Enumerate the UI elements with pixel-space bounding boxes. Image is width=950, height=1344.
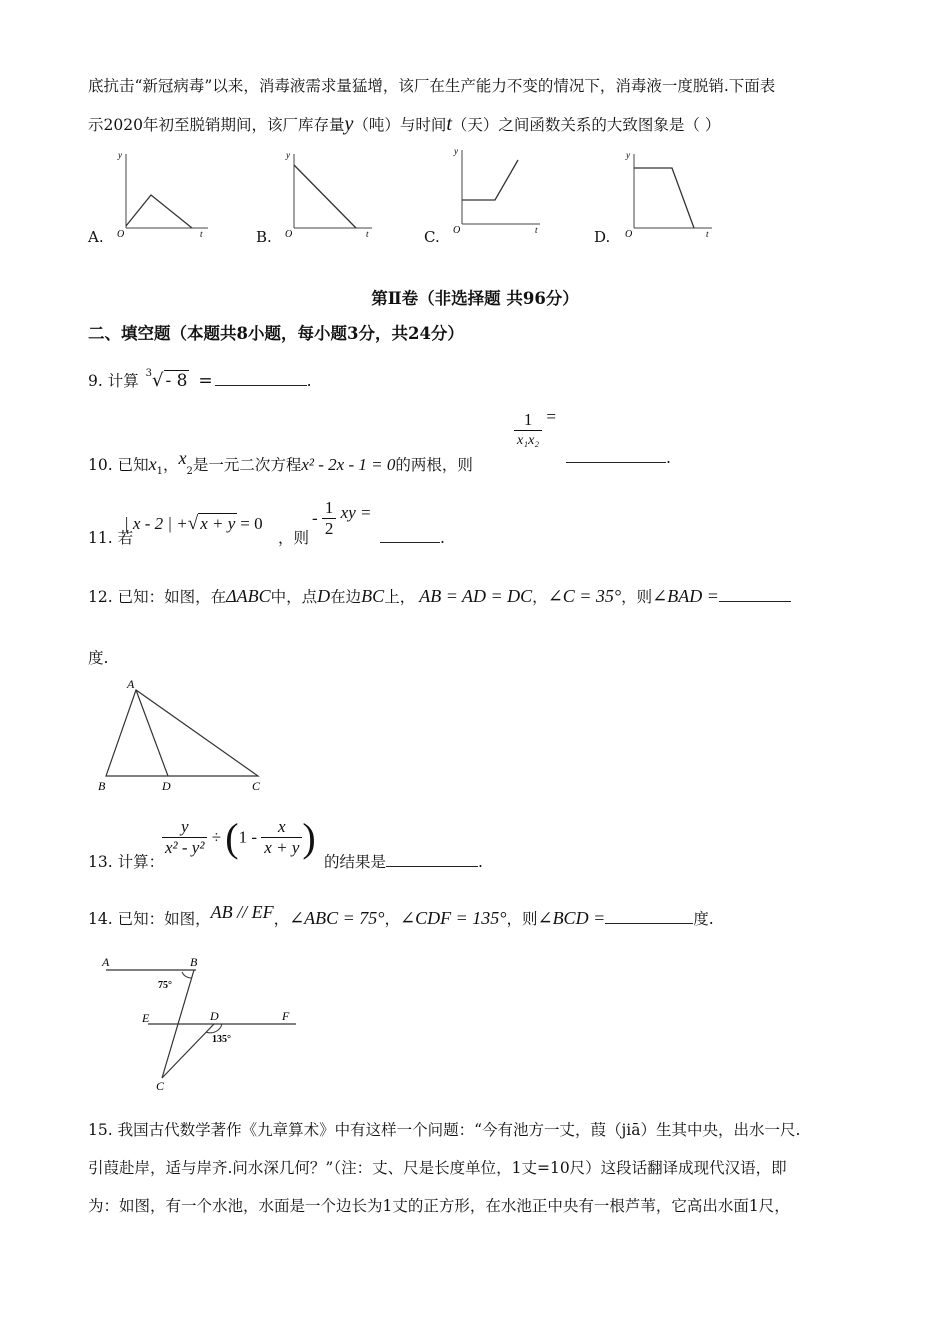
q15-line1: 15. 我国古代数学著作《九章算术》中有这样一个问题：“今有池方一丈，葭（jiā）生其中央，出水一尺. (88, 1121, 801, 1139)
label-f: F (282, 1009, 290, 1023)
label-e: E (142, 1011, 150, 1025)
graph-c-t-label: t (535, 225, 538, 235)
q14-answer-blank[interactable] (605, 922, 693, 924)
q12-triangle-figure (94, 676, 274, 796)
q13: 13. 计算： (88, 853, 165, 871)
q11-mid: ，则 (278, 529, 310, 547)
graph-b-origin: O (285, 229, 293, 240)
q10: 10. 已知$x_1$，$x_2$是一元二次方程x² - 2x - 1 = 0的两根，则 (88, 448, 473, 478)
graph-a-origin: O (117, 229, 125, 240)
q13-after: 的结果是 . (324, 853, 483, 871)
label-b: B (190, 955, 198, 969)
q11: 11. 若 (88, 529, 134, 547)
q8-line2: 示2020年初至脱销期间，该厂库存量y（吨）与时间t（天）之间函数关系的大致图象是（ ） (88, 113, 721, 135)
q9: 9. 计算 $^3$√ - 8 = . (88, 368, 312, 391)
option-b-label: B. (256, 228, 272, 246)
graph-d-y-label: y (626, 150, 630, 160)
q11-expression: - $\frac{1}{2}$ xy = (312, 498, 372, 538)
q10-equation: x² - 2x - 1 = 0 (301, 455, 396, 474)
graph-b-t-label: t (366, 229, 369, 239)
angle-135-label: 135° (212, 1034, 231, 1045)
q15-line3: 为：如图，有一个水池，水面是一个边长为1丈的正方形，在水池正中央有一根芦苇，它高出水面1尺， (88, 1197, 790, 1215)
q14: 14. 已知：如图，AB // EF，∠ABC = 75°，∠CDF = 135°，则∠BCD = 度. (88, 902, 714, 928)
q11-blank-line: . (380, 526, 445, 550)
label-a: A (127, 677, 135, 691)
graph-d-origin: O (625, 229, 633, 240)
label-a: A (102, 955, 110, 969)
graph-b-y-label: y (286, 150, 290, 160)
graph-a (117, 150, 208, 240)
section2-title: 二、填空题（本题共8小题，每小题3分，共24分） (88, 324, 464, 343)
option-c-label: C. (424, 228, 440, 246)
graph-d-t-label: t (706, 229, 709, 239)
q13-expression: $\frac{y}{\text{x² - y²}}$ ÷ (1 - $\frac{x}{x + y}$ ) (162, 814, 316, 861)
label-c: C (252, 779, 261, 793)
graph-b (285, 150, 372, 240)
label-d: D (210, 1009, 219, 1023)
q12-answer-blank[interactable] (719, 600, 791, 602)
q15-line2: 引葭赴岸，适与岸齐.问水深几何？”（注：丈、尺是长度单位，1丈=10尺）这段话翻译成现代汉语，即 (88, 1159, 787, 1177)
q10-fraction: $\frac{1}{\text{x₁x₂}}$ = (514, 410, 556, 451)
q13-answer-blank[interactable] (386, 865, 478, 867)
q14-parallel-figure (96, 950, 306, 1096)
q11-answer-blank[interactable] (380, 541, 440, 543)
q12: 12. 已知：如图，在ΔABC中，点D在边BC上， AB = AD = DC，∠C = 35°，则∠BAD = (88, 584, 791, 609)
sqrt-symbol: √ (152, 370, 164, 391)
graph-c-origin: O (453, 225, 461, 236)
q12-line2: 度. (88, 649, 109, 667)
q11-condition: | x - 2 | +√ x + y = 0 (124, 513, 263, 534)
graph-c-y-label: y (454, 146, 458, 156)
option-a-label: A. (88, 228, 104, 246)
graph-d (625, 150, 712, 240)
angle-75-label: 75° (158, 980, 172, 991)
option-d-label: D. (594, 228, 611, 246)
graph-a-y-label: y (118, 150, 122, 160)
q10-blank-line: . (566, 446, 671, 470)
label-c: C (156, 1079, 165, 1093)
q8-line1: 底抗击“新冠病毒”以来，消毒液需求量猛增，该厂在生产能力不变的情况下，消毒液一度脱销.下面表 (88, 77, 776, 95)
label-d: D (162, 779, 171, 793)
part2-title: 第Ⅱ卷（非选择题 共96分） (371, 289, 579, 308)
label-b: B (98, 779, 106, 793)
graph-a-t-label: t (200, 229, 203, 239)
graph-c (453, 146, 540, 236)
q10-answer-blank[interactable] (566, 461, 666, 463)
q9-answer-blank[interactable] (215, 384, 307, 386)
var-y: y (344, 113, 354, 135)
var-t: t (446, 113, 452, 135)
